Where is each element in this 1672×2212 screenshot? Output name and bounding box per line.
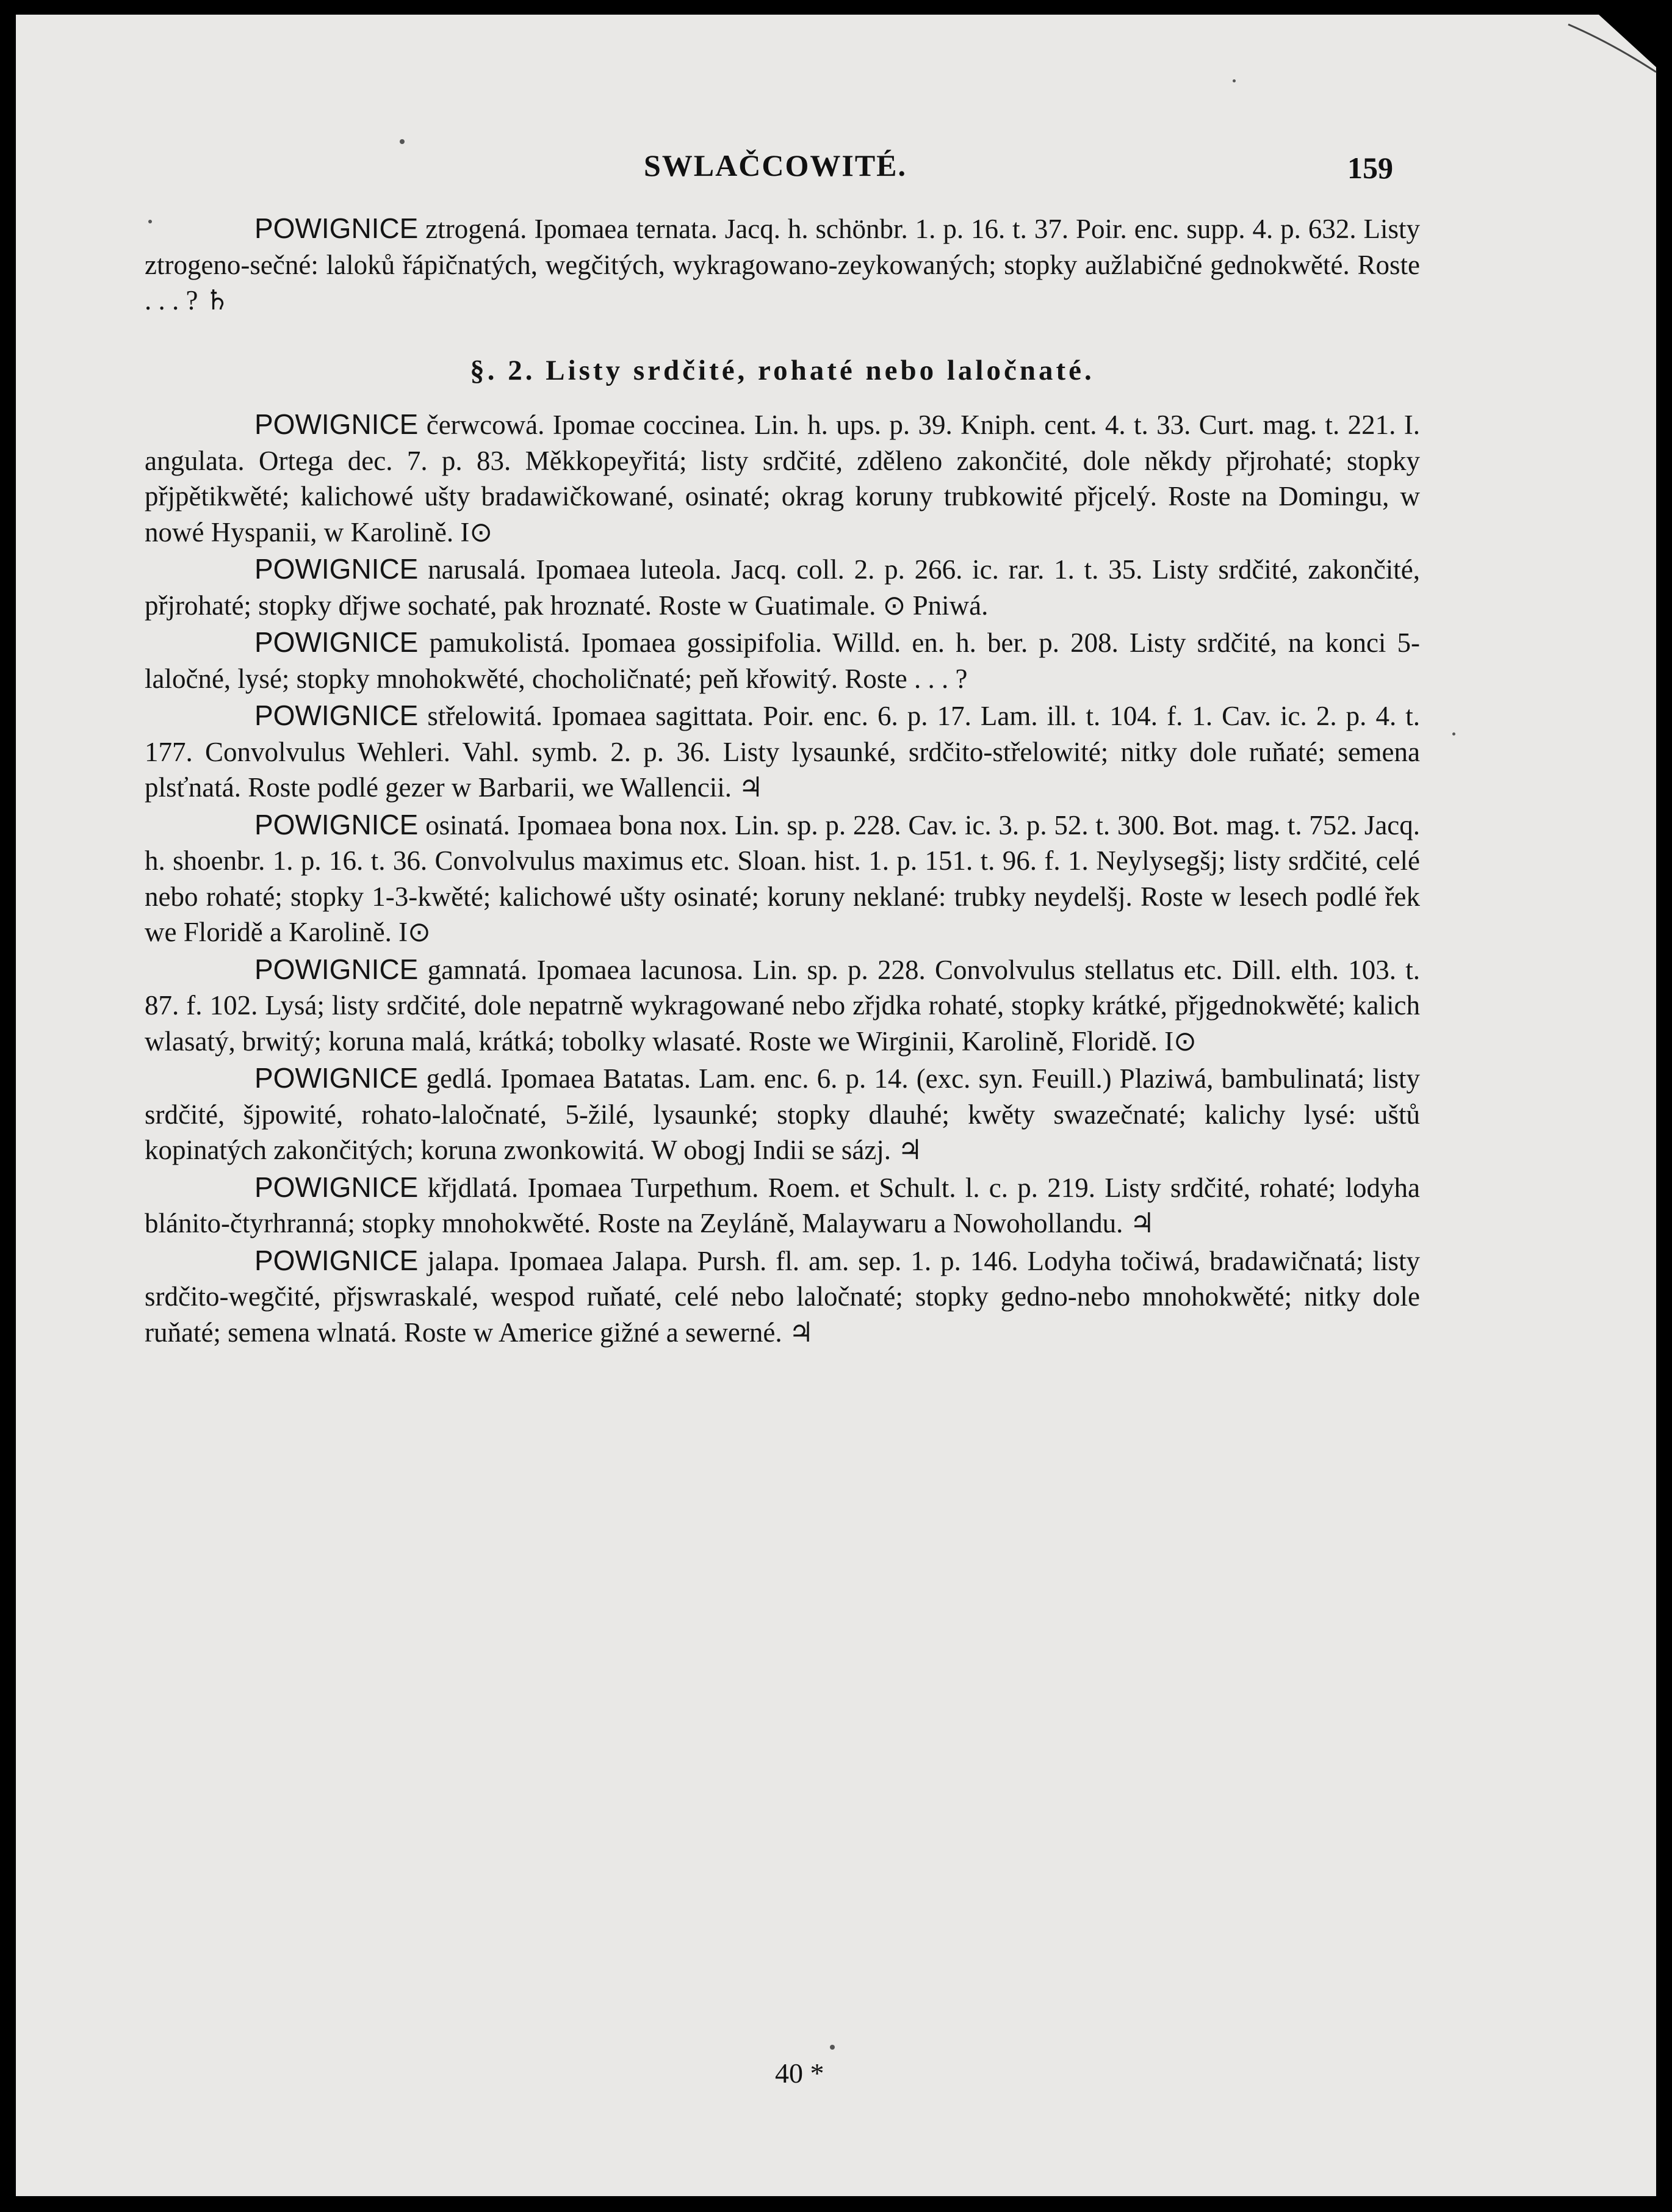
speck [400,139,405,144]
scan-border-left [0,0,16,2212]
entry-paragraph [145,1243,1420,1351]
genus-name: POWIGNICE [254,553,419,585]
entry-paragraph [145,1060,1420,1168]
genus-name: POWIGNICE [254,408,419,440]
page-number: 159 [1347,151,1393,185]
entry-text: střelowitá. Ipomaea sagittata. Poir. enc. 6. p. 17. Lam. ill. t. 104. f. 1. Cav. ic. 2. p. 4. t. 177. Convolvulus Wehleri. Vahl. symb. 2. p. 36. Listy lysaunké, srdčito-střelowité; nitky dole ruňaté; semena plsťnatá. Roste podlé gezer w Barbarii, we Wallencii. ♃ [145,701,1421,803]
genus-name: POWIGNICE [254,953,419,985]
entry-paragraph [145,952,1420,1060]
entry-paragraph [145,698,1420,806]
speck [1233,79,1236,82]
entry-text: gamnatá. Ipomaea lacunosa. Lin. sp. p. 228. Convolvulus stellatus etc. Dill. elth. 103. t. 87. f. 102. Lysá; listy srdčité, dole nepatrně wykragowané nebo zřjdka rohaté, stopky krátké, přjgednokwěté; kalich wlasatý, brwitý; koruna malá, krátká; tobolky wlasaté. Roste we Wirginii, Karolině, Floridě. I⊙ [145,954,1421,1057]
page-corner-curl [1416,0,1672,134]
genus-name: POWIGNICE [254,808,419,840]
genus-name: POWIGNICE [254,1171,419,1203]
scan-border-bottom [0,2196,1672,2212]
entry-text: pamukolistá. Ipomaea gossipifolia. Willd. en. h. ber. p. 208. Listy srdčité, na konci 5-laločné, lysé; stopky mnohokwěté, chocholičnaté; peň křowitý. Roste . . . ? [145,627,1421,694]
entry-text: gedlá. Ipomaea Batatas. Lam. enc. 6. p. 14. (exc. syn. Feuill.) Plaziwá, bambulinatá; listy srdčité, šjpowité, rohato-laločnaté, 5-žilé, lysaunké; stopky dlauhé; kwěty swazečnaté; kalichy lysé: uštů kopinatých zakončitých; koruna zwonkowitá. W obogj Indii se sázj. ♃ [145,1063,1421,1165]
genus-name: POWIGNICE [254,699,419,731]
genus-name: POWIGNICE [254,212,419,244]
genus-name: POWIGNICE [254,1244,419,1276]
body-text [145,211,1420,1351]
speck [830,2045,835,2050]
entry-text: narusalá. Ipomaea luteola. Jacq. coll. 2. p. 266. ic. rar. 1. t. 35. Listy srdčité, zakončité, přjrohaté; stopky dřjwe sochaté, pak hroznaté. Roste w Guatimale. ⊙ Pniwá. [145,554,1420,621]
entry-paragraph [145,407,1420,550]
genus-name: POWIGNICE [254,626,419,658]
entry-text: osinatá. Ipomaea bona nox. Lin. sp. p. 228. Cav. ic. 3. p. 52. t. 300. Bot. mag. t. 752. Jacq. h. shoenbr. 1. p. 16. t. 36. Convolvulus maximus etc. Sloan. hist. 1. p. 151. t. 96. f. 1. Neylysegšj; listy srdčité, celé nebo rohaté; stopky 1-3-kwěté; kalichowé ušty osinaté; koruny neklané: trubky neydelšj. Roste w lesech podlé řek we Floridě a Karolině. I⊙ [145,809,1421,947]
scan-border-right [1656,0,1672,2212]
entry-text: jalapa. Ipomaea Jalapa. Pursh. fl. am. sep. 1. p. 146. Lodyha točiwá, bradawičnatá; listy srdčito-wegčité, přjswraskalé, wespod ruňaté, celé nebo laločnaté; stopky gedno-nebo mnohokwěté; nitky dole ruňaté; semena wlnatá. Roste w Americe gižné a sewerné. ♃ [145,1245,1421,1348]
section-heading: §. 2. Listy srdčité, rohaté nebo laločnaté. [470,354,1095,386]
entry-paragraph [145,211,1420,319]
speck [1452,732,1455,736]
entry-paragraph [145,551,1420,623]
genus-name: POWIGNICE [254,1062,419,1094]
entry-paragraph [145,1169,1420,1242]
signature-mark: 40 * [775,2058,824,2089]
entry-text: čerwcowá. Ipomae coccinea. Lin. h. ups. p. 39. Kniph. cent. 4. t. 33. Curt. mag. t. 221. I. angulata. Ortega dec. 7. p. 83. Měkkopeyřitá; listy srdčité, zděleno zakončité, dole někdy přjrohaté; stopky přjpětikwěté; kalichowé ušty bradawičkowané, osinaté; okrag koruny trubkowité přjcelý. Roste na Domingu, w nowé Hyspanii, w Karolině. I⊙ [145,410,1420,548]
entry-text: ztrogená. Ipomaea ternata. Jacq. h. schönbr. 1. p. 16. t. 37. Poir. enc. supp. 4. p. 632. Listy ztrogeno-sečné: laloků řápičnatých, wegčitých, wykragowano-zeykowaných; stopky aužlabičné gednokwěté. Roste . . . ? ♄ [145,214,1421,316]
entry-text: křjdlatá. Ipomaea Turpethum. Roem. et Schult. l. c. p. 219. Listy srdčité, rohaté; lodyha blánito-čtyrhranná; stopky mnohokwěté. Roste na Zeyláně, Malaywaru a Nowohollandu. ♃ [145,1172,1421,1238]
entry-paragraph [145,624,1420,696]
running-title: SWLAČCOWITÉ. [644,148,907,183]
entry-paragraph [145,807,1420,950]
